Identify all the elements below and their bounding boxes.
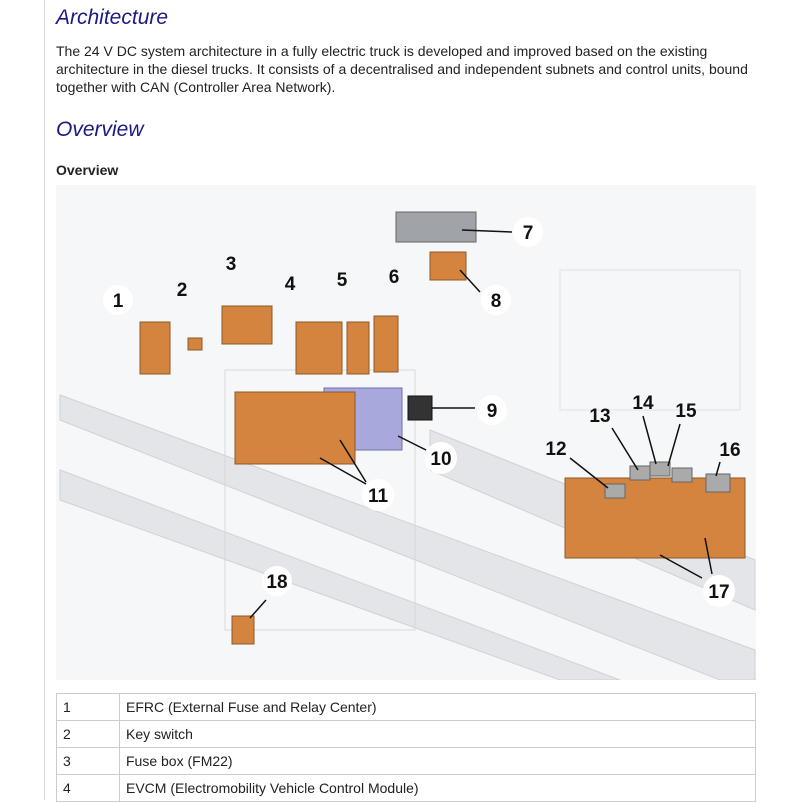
row-description: EVCM (Electromobility Vehicle Control Module) — [120, 775, 756, 802]
table-row — [57, 721, 756, 748]
evcm — [296, 322, 342, 374]
callout-16: 16 — [719, 440, 741, 461]
intro-paragraph: The 24 V DC system architecture in a fully electric truck is developed and improved based on the existing architecture in the diesel trucks. It consists of a decentralised and independent subnets and control units, bound together with CAN (Controller Area Network). — [56, 43, 748, 95]
callout-17: 17 — [708, 582, 730, 603]
callout-14: 14 — [632, 393, 654, 414]
component-15 — [672, 468, 692, 482]
section-title: Overview — [56, 118, 144, 141]
callout-3: 3 — [225, 254, 237, 275]
callout-18: 18 — [266, 572, 288, 593]
table-row — [57, 748, 756, 775]
component-11 — [235, 392, 355, 464]
callout-6: 6 — [388, 267, 400, 288]
fuse-box-fm22 — [222, 306, 272, 344]
key-switch — [188, 338, 202, 350]
row-number: 3 — [57, 748, 120, 775]
component-18 — [232, 616, 254, 644]
row-description: Key switch — [120, 721, 756, 748]
component-table — [56, 693, 756, 802]
callout-10: 10 — [430, 449, 452, 470]
component-16 — [706, 474, 730, 492]
callout-4: 4 — [284, 274, 296, 295]
architecture-diagram — [56, 185, 756, 680]
component-9 — [408, 396, 432, 420]
efrc — [140, 322, 170, 374]
component-12 — [605, 484, 625, 498]
component-5 — [347, 322, 369, 374]
subsection-title: Overview — [56, 162, 119, 178]
page-left-border — [44, 0, 45, 800]
callout-2: 2 — [176, 280, 188, 301]
callout-11: 11 — [367, 486, 389, 507]
component-8 — [430, 252, 466, 280]
component-6 — [374, 316, 398, 372]
callout-13: 13 — [589, 406, 611, 427]
row-number: 2 — [57, 721, 120, 748]
component-13 — [630, 466, 650, 480]
row-number: 4 — [57, 775, 120, 802]
row-number: 1 — [57, 694, 120, 721]
callout-15: 15 — [675, 401, 697, 422]
callout-9: 9 — [486, 401, 498, 422]
table-row — [57, 775, 756, 802]
row-description: Fuse box (FM22) — [120, 748, 756, 775]
row-description: EFRC (External Fuse and Relay Center) — [120, 694, 756, 721]
callout-1: 1 — [112, 291, 124, 312]
callout-5: 5 — [336, 270, 348, 291]
page-title: Architecture — [56, 6, 169, 29]
component-7 — [396, 212, 476, 242]
component-14 — [650, 462, 670, 476]
callout-8: 8 — [490, 291, 502, 312]
callout-7: 7 — [522, 223, 534, 244]
table-row — [57, 694, 756, 721]
callout-12: 12 — [545, 439, 567, 460]
